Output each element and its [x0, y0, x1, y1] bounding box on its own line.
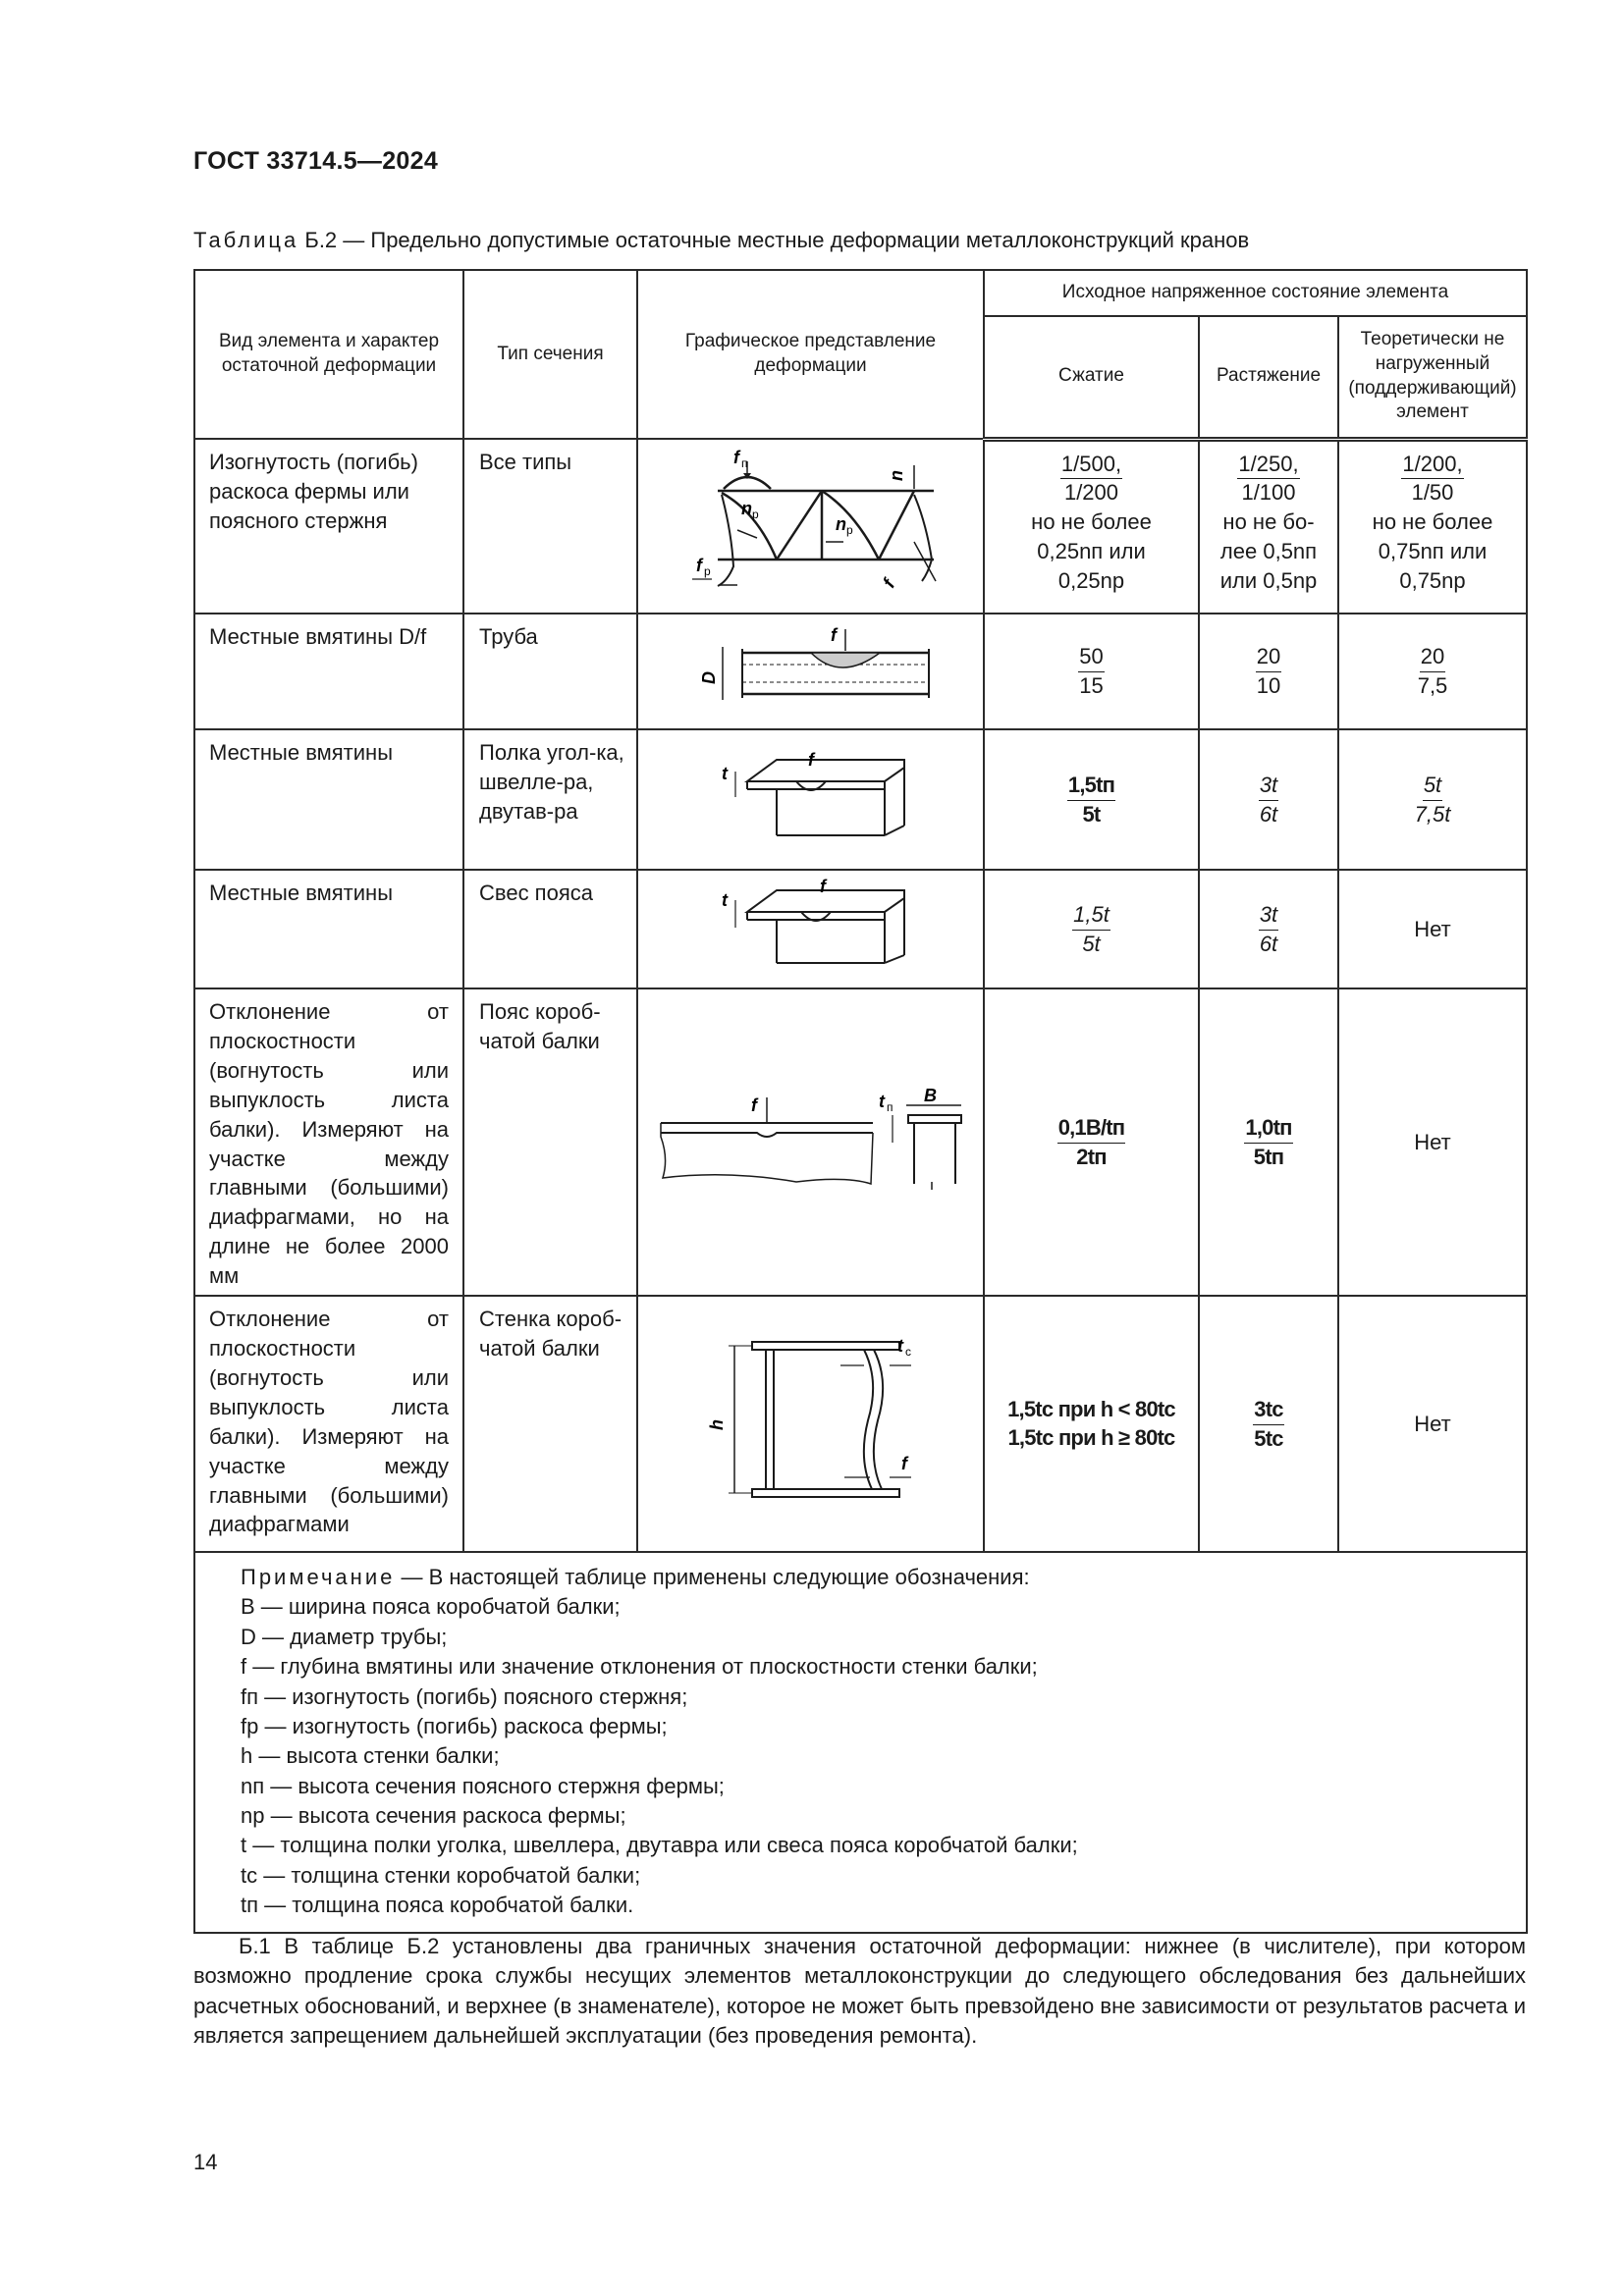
header-section: Тип сечения — [463, 270, 637, 439]
row4-theoretical: Нет — [1338, 870, 1527, 988]
svg-text:n: n — [835, 514, 846, 535]
row6-kind: Отклонение от плоскостности (вогнутость или выпуклость листа балки). Измеряют на участке между главными (большими) диафрагмами — [194, 1296, 463, 1552]
svg-text:f: f — [819, 876, 826, 896]
box-web-diagram — [683, 1322, 939, 1519]
table-row — [194, 614, 1527, 729]
row3-graphic — [637, 729, 984, 870]
row2-kind: Местные вмятины D/f — [194, 614, 463, 729]
table-row — [194, 729, 1527, 870]
table-row — [194, 988, 1527, 1296]
row5-compression: $\frac{0,1B/tп}{2tп}$ — [984, 988, 1199, 1296]
svg-text:р: р — [751, 507, 759, 522]
svg-text:п: п — [886, 1099, 893, 1114]
svg-text:f: f — [750, 1095, 757, 1115]
row4-section: Свес пояса — [463, 870, 637, 988]
svg-text:n: n — [740, 499, 752, 519]
table-row — [194, 439, 1527, 614]
svg-text:f: f — [807, 749, 814, 770]
svg-text:с: с — [904, 1344, 911, 1359]
row1-compression: $\frac{1/500,}{1/200}$ но не более 0,25nп или 0,25nр — [984, 439, 1199, 614]
header-compression: Сжатие — [984, 316, 1199, 439]
flange-overhang-diagram — [698, 877, 924, 975]
row2-graphic — [637, 614, 984, 729]
truss-bend-diagram — [669, 444, 953, 601]
row4-graphic — [637, 870, 984, 988]
row3-theoretical: $\frac{5t}{7,5t}$ — [1338, 729, 1527, 870]
svg-text:n: n — [886, 470, 906, 482]
svg-text:D: D — [698, 671, 719, 685]
table-note: Примечание — В настоящей таблице применены следующие обозначения: B — ширина пояса коробчатой балки; D — диаметр трубы; f — глубина вмятины или значение отклонения от плоскостности стенки балки; fп — изогнутость (погибь) поясного стержня; fр — изогнутость (погибь) раскоса фермы; h — высота стенки балки; nп — высота сечения поясного стержня фермы; nр — высота сечения раскоса фермы; t — толщина полки уголка, швеллера, двутавра или свеса пояса коробчатой балки; tс — толщина стенки коробчатой балки; tп — толщина пояса коробчатой балки. — [194, 1552, 1527, 1933]
header-graphic: Графическое представление деформации — [637, 270, 984, 439]
row6-section: Стенка короб-чатой балки — [463, 1296, 637, 1552]
svg-text:t: t — [878, 1091, 885, 1111]
header-theoretical: Теоретически не нагруженный (поддерживающий) элемент — [1338, 316, 1527, 439]
svg-text:р: р — [845, 523, 853, 538]
row1-tension: $\frac{1/250,}{1/100}$ но не бо- лее 0,5nп или 0,5nр — [1199, 439, 1338, 614]
table-caption: Таблица Б.2 — Предельно допустимые остаточные местные деформации металлоконструкций кранов — [193, 228, 1250, 252]
header-kind: Вид элемента и характер остаточной деформации — [194, 270, 463, 439]
svg-text:B: B — [923, 1085, 937, 1105]
row1-theoretical: $\frac{1/200,}{1/50}$ но не более 0,75nп или 0,75nр — [1338, 439, 1527, 614]
svg-text:п: п — [740, 456, 747, 471]
table-row — [194, 870, 1527, 988]
note-row — [194, 1552, 1527, 1933]
row2-section: Труба — [463, 614, 637, 729]
row6-tension: $\frac{3tс}{5tс}$ — [1199, 1296, 1338, 1552]
row2-compression: $\frac{50}{15}$ — [984, 614, 1199, 729]
row4-tension: $\frac{3t}{6t}$ — [1199, 870, 1338, 988]
row5-theoretical: Нет — [1338, 988, 1527, 1296]
row5-kind: Отклонение от плоскостности (вогнутость или выпуклость листа балки). Измеряют на участке между главными (большими) диафрагмами, но на длине не более 2000 мм — [194, 988, 463, 1296]
svg-text:f: f — [900, 1453, 907, 1473]
document-header: ГОСТ 33714.5—2024 — [193, 147, 439, 175]
angle-dent-diagram — [698, 742, 924, 850]
row5-tension: $\frac{1,0tп}{5tп}$ — [1199, 988, 1338, 1296]
row3-section: Полка угол-ка, швелле-ра, двутав-ра — [463, 729, 637, 870]
row2-tension: $\frac{20}{10}$ — [1199, 614, 1338, 729]
svg-text:t: t — [721, 889, 728, 910]
page-number: 14 — [193, 2150, 218, 2174]
row3-tension: $\frac{3t}{6t}$ — [1199, 729, 1338, 870]
svg-text:f: f — [830, 625, 837, 646]
row3-kind: Местные вмятины — [194, 729, 463, 870]
svg-text:h: h — [706, 1418, 727, 1430]
paragraph-b1: Б.1 В таблице Б.2 установлены два граничных значения остаточной деформации: нижнее (в числителе), при котором возможно продление срока службы несущих элементов металлоконструкции до следующего обследования без дальнейших расчетных обоснований, и верхнее (в знаменателе), которое не может быть превзойдено вне зависимости от результатов расчета и является запрещением дальнейшей эксплуатации (без проведения ремонта). — [193, 1934, 1526, 2049]
row4-kind: Местные вмятины — [194, 870, 463, 988]
svg-text:f: f — [695, 556, 702, 576]
row2-theoretical: $\frac{20}{7,5}$ — [1338, 614, 1527, 729]
row1-section: Все типы — [463, 439, 637, 614]
svg-text:f: f — [878, 575, 898, 592]
svg-text:t: t — [721, 763, 728, 783]
row3-compression: $\frac{1,5tп}{5t}$ — [984, 729, 1199, 870]
row1-graphic — [637, 439, 984, 614]
svg-text:t: t — [896, 1335, 903, 1356]
svg-text:р: р — [703, 564, 711, 579]
header-state: Исходное напряженное состояние элемента — [984, 270, 1527, 316]
row6-compression: 1,5tс при h < 80tс 1,5tс при h ≥ 80tс — [984, 1296, 1199, 1552]
row6-theoretical: Нет — [1338, 1296, 1527, 1552]
row5-graphic — [637, 988, 984, 1296]
row6-graphic — [637, 1296, 984, 1552]
deformation-table — [193, 269, 1528, 1934]
table-row — [194, 1296, 1527, 1552]
row4-compression: $\frac{1,5t}{5t}$ — [984, 870, 1199, 988]
row1-kind: Изогнутость (погибь) раскоса фермы или поясного стержня — [194, 439, 463, 614]
header-tension: Растяжение — [1199, 316, 1338, 439]
row5-section: Пояс короб-чатой балки — [463, 988, 637, 1296]
box-flange-diagram — [649, 1080, 973, 1198]
svg-text:f: f — [732, 448, 739, 468]
tube-dent-diagram — [683, 623, 939, 712]
